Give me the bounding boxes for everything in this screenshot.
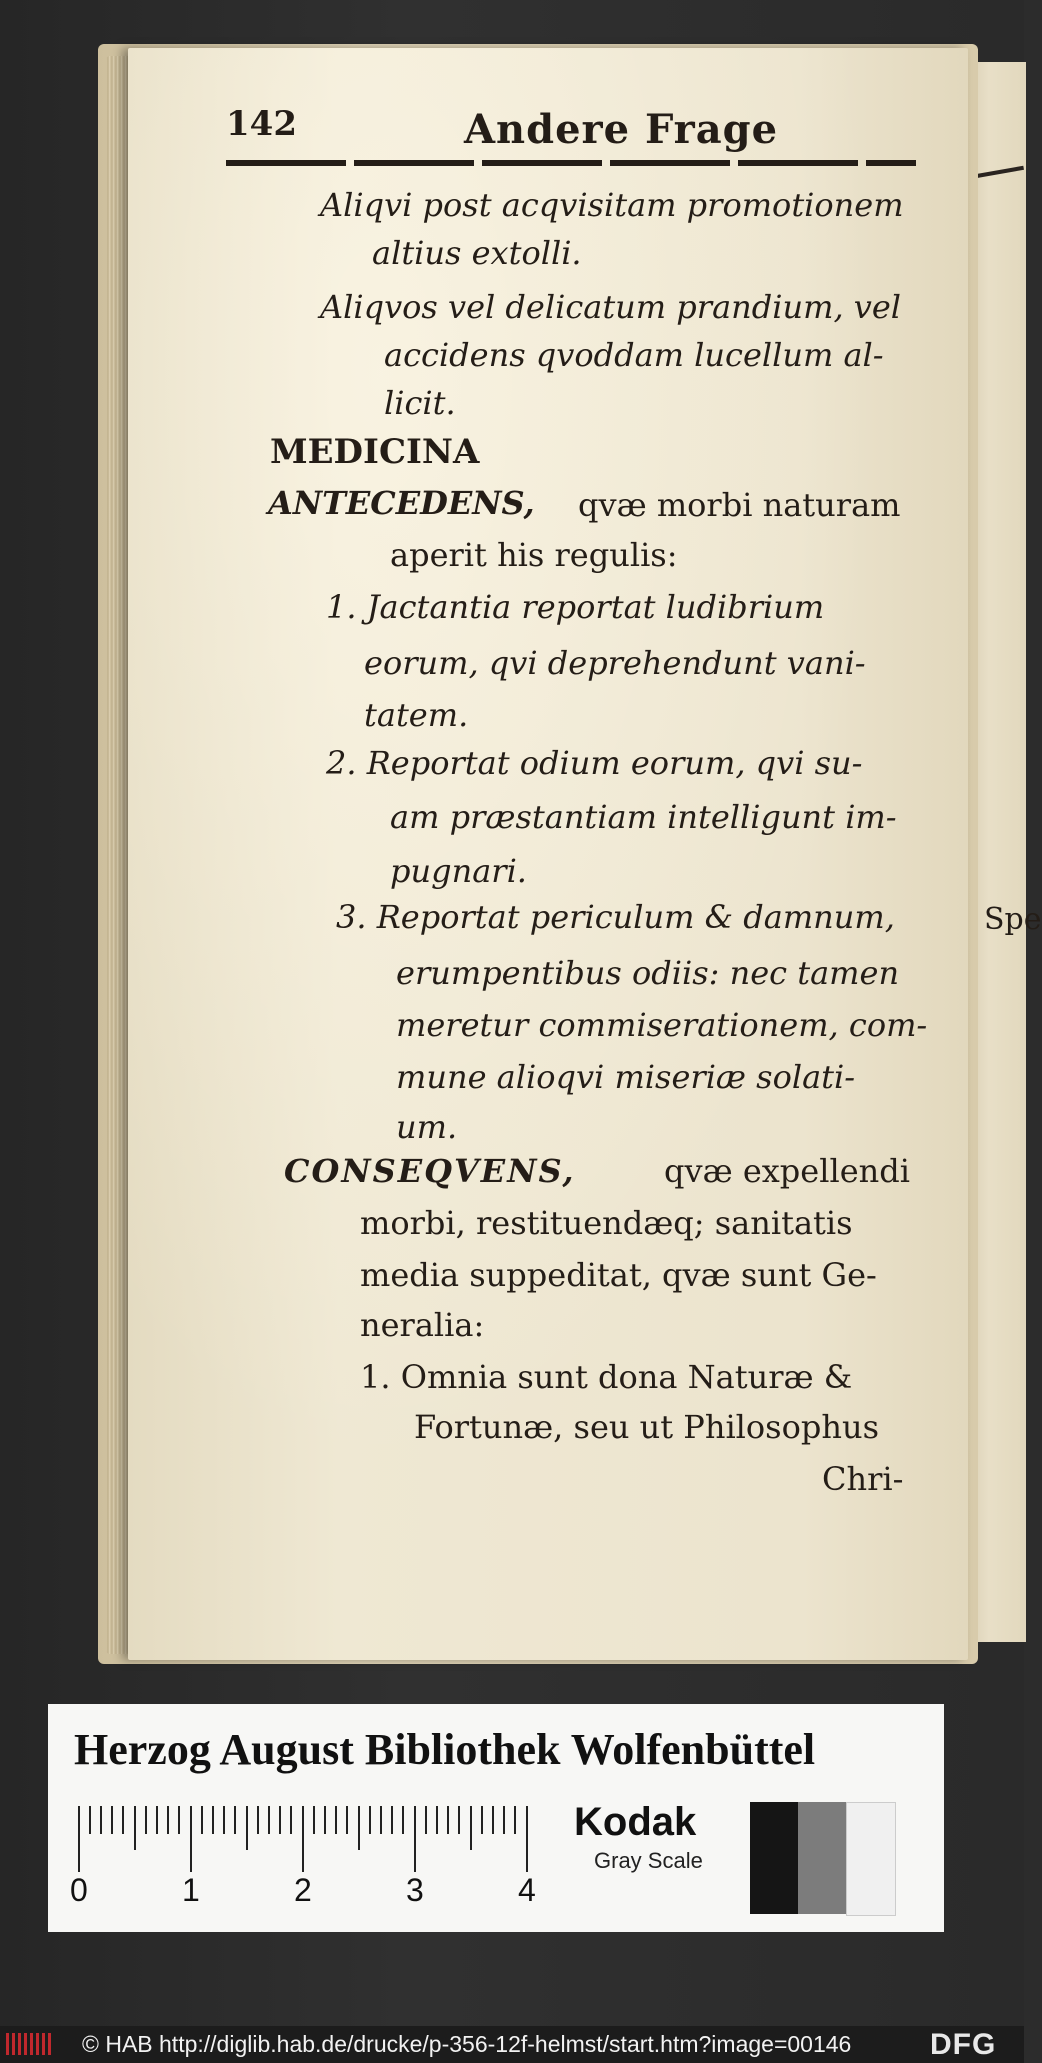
library-name: Herzog August Bibliothek Wolfenbüttel [74, 1725, 816, 1774]
ruler-scale [78, 1806, 538, 1872]
rule-1-line: 1. Jactantia reportat ludibrium [326, 588, 825, 626]
text-line: morbi, restituendæq; sanitatis [360, 1204, 853, 1242]
dfg-logo: DFG [930, 2028, 997, 2061]
general-1-line: Fortunæ, seu ut Philosophus [414, 1408, 879, 1446]
swatch-gray [798, 1802, 846, 1914]
text-line: qvæ morbi naturam [578, 486, 901, 524]
text-line: altius extolli. [372, 234, 582, 272]
text-line: aperit his regulis: [390, 536, 678, 574]
scale-number: 4 [518, 1872, 536, 1908]
scale-number: 0 [70, 1872, 88, 1908]
text-line: licit. [384, 384, 456, 422]
text-line: Aliqvi post acqvisitam promotionem [320, 186, 904, 224]
rule-1-line: tatem. [364, 696, 469, 734]
facing-page-fragment: Spe [984, 902, 1042, 937]
text-line: media suppeditat, qvæ sunt Ge- [360, 1256, 877, 1294]
rule-2-line: pugnari. [390, 852, 527, 890]
page-edges [106, 56, 130, 1654]
rule-3-line: 3. Reportat periculum & damnum, [336, 898, 895, 936]
rule-2-line: 2. Reportat odium eorum, qvi su- [326, 744, 863, 782]
general-1-line: 1. Omnia sunt dona Naturæ & [360, 1358, 853, 1396]
rule-2-line: am præstantiam intelligunt im- [390, 798, 897, 836]
scale-number: 3 [406, 1872, 424, 1908]
section-heading-medicina: MEDICINA [270, 432, 480, 472]
catchword: Chri- [822, 1460, 904, 1498]
running-head: Andere Frage [464, 106, 779, 153]
rule-3-line: meretur commiserationem, com- [396, 1006, 928, 1044]
text-line: qvæ expellendi [664, 1152, 910, 1190]
rule-1-line: eorum, qvi deprehendunt vani- [364, 644, 866, 682]
page-number: 142 [226, 104, 297, 144]
footer-link-text[interactable]: © HAB http://diglib.hab.de/drucke/p-356-12f-helmst/start.htm?image=00146 [82, 2031, 852, 2057]
subheading-antecedens: ANTECEDENS, [268, 484, 535, 522]
barcode-logo-icon [6, 2033, 52, 2055]
header-rule [226, 160, 916, 166]
swatch-white [846, 1802, 896, 1916]
kodak-logo-text: Kodak [574, 1800, 697, 1844]
rule-3-line: erumpentibus odiis: nec tamen [396, 954, 900, 992]
rule-3-line: mune alioqvi miseriæ solati- [396, 1058, 856, 1096]
text-line: accidens qvoddam lucellum al- [384, 336, 884, 374]
scale-number: 1 [182, 1872, 200, 1908]
swatch-black [750, 1802, 798, 1914]
text-line: neralia: [360, 1306, 485, 1344]
subheading-consequens: CONSEQVENS, [284, 1152, 576, 1190]
gray-scale-label: Gray Scale [594, 1848, 703, 1873]
scale-number: 2 [294, 1872, 312, 1908]
text-line: Aliqvos vel delicatum prandium, vel [320, 288, 902, 326]
rule-3-line: um. [396, 1108, 458, 1146]
